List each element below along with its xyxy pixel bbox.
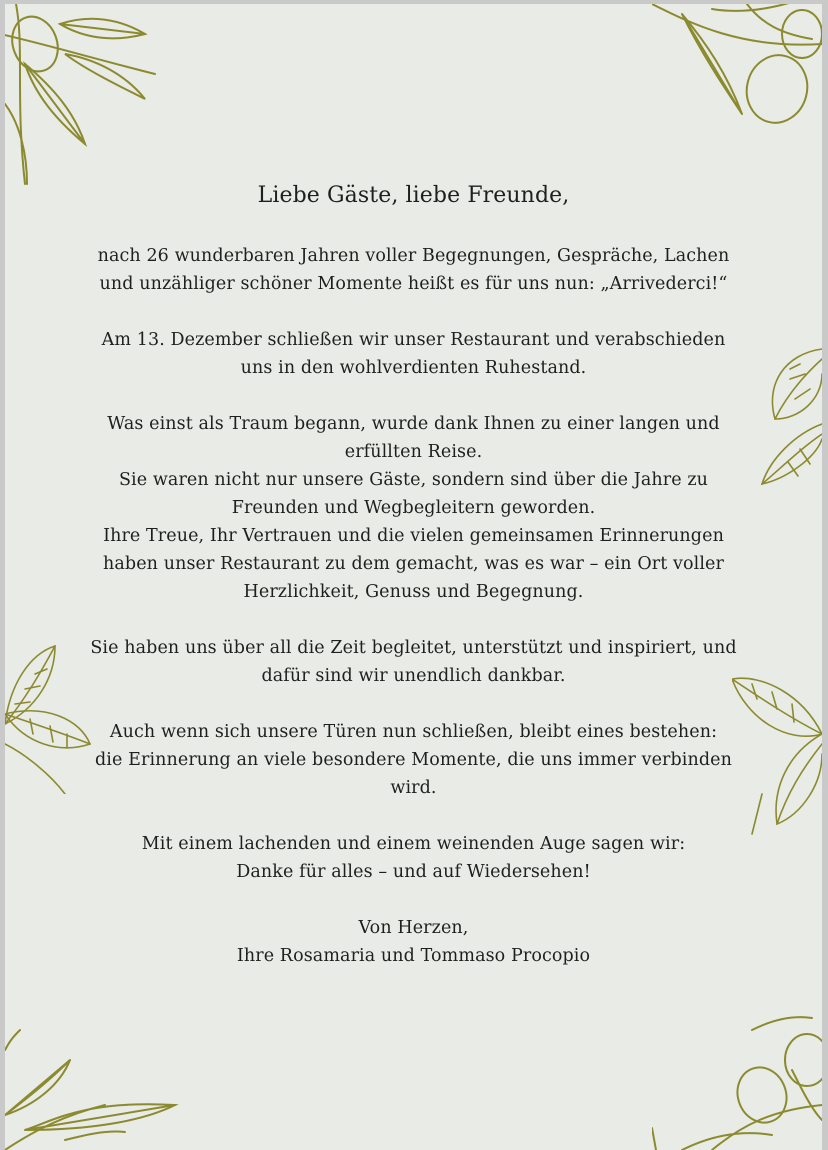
- paragraph: [5, 326, 822, 382]
- text-line: Auch wenn sich unsere Türen nun schließen, bleibt eines bestehen:: [109, 722, 718, 742]
- text-line: Was einst als Traum begann, wurde dank Ihnen zu einer langen und: [107, 414, 720, 434]
- text-line: dafür sind wir unendlich dankbar.: [261, 666, 566, 686]
- paragraph: [5, 830, 822, 886]
- paragraph: [5, 718, 822, 802]
- text-line: Sie haben uns über all die Zeit begleitet, unterstützt und inspiriert, und: [90, 638, 737, 658]
- text-line: Sie waren nicht nur unsere Gäste, sondern sind über die Jahre zu: [118, 470, 709, 490]
- text-line: Mit einem lachenden und einem weinenden Auge sagen wir:: [141, 834, 686, 854]
- text-line: Danke für alles – und auf Wiedersehen!: [236, 862, 591, 882]
- paragraph: [5, 634, 822, 690]
- text-line: Herzlichkeit, Genuss und Begegnung.: [243, 582, 584, 602]
- text-line: wird.: [390, 778, 437, 798]
- olive-branch-icon: [652, 1010, 822, 1150]
- signature-names: Ihre Rosamaria und Tommaso Procopio: [236, 946, 591, 966]
- paragraph: [5, 242, 822, 298]
- text-line: erfüllten Reise.: [344, 442, 483, 462]
- text-line: haben unser Restaurant zu dem gemacht, was es war – ein Ort voller: [103, 554, 724, 574]
- closing-line: Von Herzen,: [358, 918, 469, 938]
- text-line: Freunden und Wegbegleitern geworden.: [231, 498, 596, 518]
- letter-page: [5, 4, 822, 1150]
- olive-branch-icon: [652, 4, 822, 134]
- text-line: uns in den wohlverdienten Ruhestand.: [240, 358, 587, 378]
- olive-branch-icon: [5, 1020, 185, 1150]
- signature: [5, 914, 822, 970]
- letter-body: [5, 180, 822, 998]
- text-line: Am 13. Dezember schließen wir unser Restaurant und verabschieden: [101, 330, 726, 350]
- text-line: und unzähliger schöner Momente heißt es für uns nun: „Arrivederci!“: [99, 274, 728, 294]
- text-line: Ihre Treue, Ihr Vertrauen und die vielen gemeinsamen Erinnerungen: [103, 526, 724, 546]
- letter-greeting: Liebe Gäste, liebe Freunde,: [257, 183, 570, 208]
- text-line: nach 26 wunderbaren Jahren voller Begegnungen, Gespräche, Lachen: [97, 246, 730, 266]
- olive-branch-icon: [5, 4, 165, 194]
- text-line: die Erinnerung an viele besondere Momente, die uns immer verbinden: [94, 750, 732, 770]
- paragraph: [5, 410, 822, 606]
